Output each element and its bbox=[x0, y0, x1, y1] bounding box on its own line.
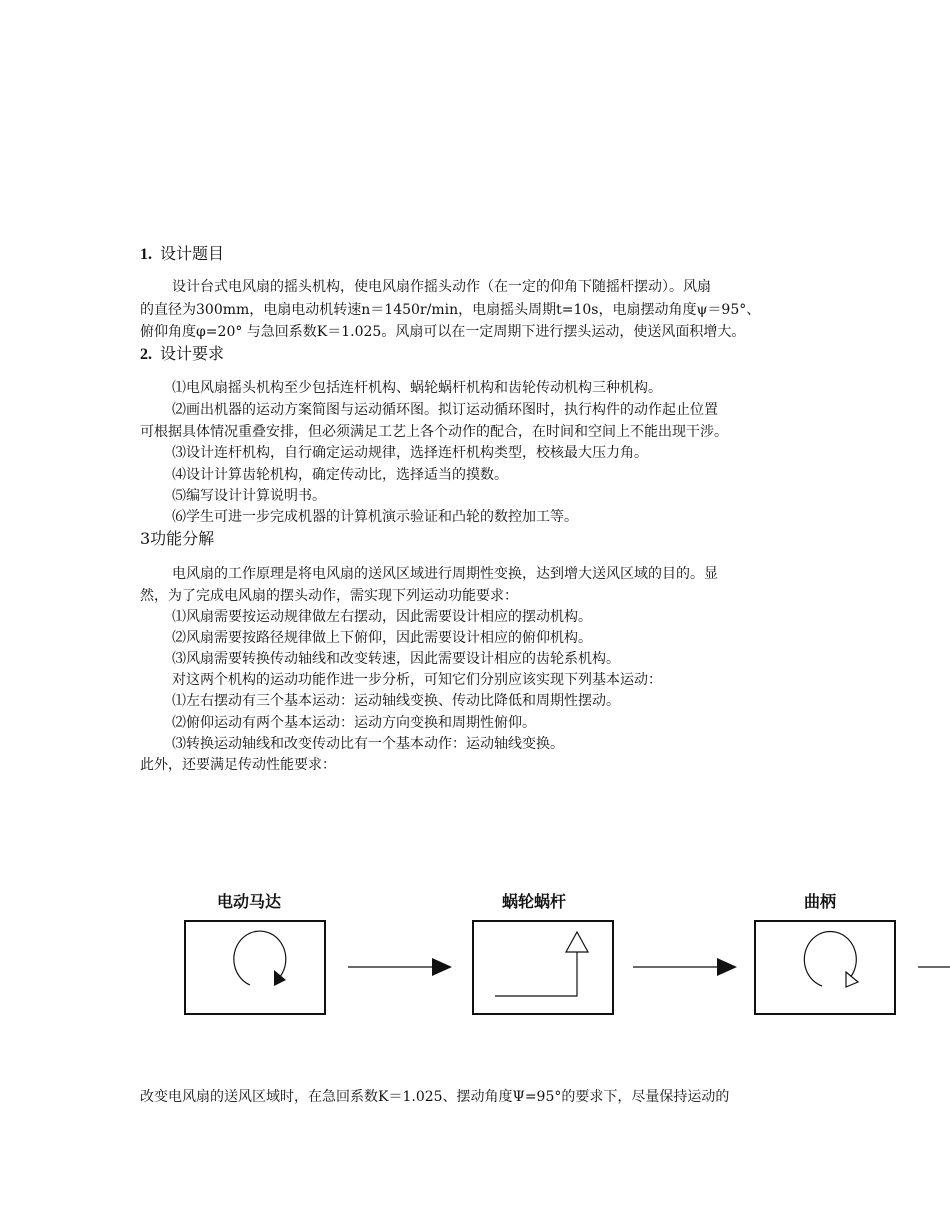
connector-arrow-icon bbox=[633, 958, 737, 976]
paragraph-line: 电风扇的工作原理是将电风扇的送风区域进行周期性变换，达到增大送风区域的目的。显 bbox=[172, 566, 718, 582]
diagram-label-worm-gear: 蜗轮蜗杆 bbox=[502, 892, 567, 911]
paragraph-line: ⑶转换运动轴线和改变传动比有一个基本动作：运动轴线变换。 bbox=[172, 736, 564, 752]
paragraph-line: 俯仰角度φ=20° 与急回系数K＝1.025。风扇可以在一定周期下进行摆头运动，使送风面积增大。 bbox=[140, 324, 746, 340]
right-angle-arrow-icon bbox=[495, 932, 588, 996]
paragraph-line: 对这两个机构的运动功能作进一步分析，可知它们分别应该实现下列基本运动： bbox=[172, 672, 662, 688]
paragraph-line: ⑴风扇需要按运动规律做左右摆动，因此需要设计相应的摆动机构。 bbox=[172, 609, 592, 625]
paragraph-line: ⑵风扇需要按路径规律做上下俯仰，因此需要设计相应的俯仰机构。 bbox=[172, 630, 592, 646]
connector-arrow-icon bbox=[348, 958, 452, 976]
list-item: ⑴电风扇摇头机构至少包括连杆机构、蜗轮蜗杆机构和齿轮传动机构三种机构。 bbox=[172, 380, 662, 396]
list-item: ⑶设计连杆机构，自行确定运动规律，选择连杆机构类型，校核最大压力角。 bbox=[172, 445, 648, 461]
list-item: ⑸编写设计计算说明书。 bbox=[172, 488, 326, 504]
list-item: 可根据具体情况重叠安排，但必须满足工艺上各个动作的配合，在时间和空间上不能出现干涉。 bbox=[140, 424, 728, 440]
list-item: ⑹学生可进一步完成机器的计算机演示验证和凸轮的数控加工等。 bbox=[172, 509, 578, 525]
rotation-arrow-icon bbox=[234, 931, 286, 986]
section-number: 1. bbox=[140, 246, 152, 263]
paragraph-line: 的直径为300mm，电扇电动机转速n＝1450r/min，电扇摇头周期t=10s，电扇摆动角度ψ＝95°、 bbox=[140, 302, 761, 318]
paragraph-line: ⑴左右摆动有三个基本运动：运动轴线变换、传动比降低和周期性摆动。 bbox=[172, 693, 620, 709]
paragraph-line: 此外，还要满足传动性能要求： bbox=[140, 757, 336, 773]
section-title: 设计要求 bbox=[160, 344, 225, 363]
diagram-label-crank: 曲柄 bbox=[804, 892, 837, 911]
paragraph-line: ⑵俯仰运动有两个基本运动：运动方向变换和周期性俯仰。 bbox=[172, 715, 536, 731]
rotation-arrow-outline-icon bbox=[804, 931, 858, 987]
section-title: 设计题目 bbox=[160, 244, 225, 263]
paragraph-line: 改变电风扇的送风区域时，在急回系数K＝1.025、摆动角度Ψ=95°的要求下，尽量保持运动的 bbox=[140, 1089, 730, 1105]
paragraph-line: 然，为了完成电风扇的摆头动作，需实现下列运动功能要求： bbox=[140, 588, 518, 604]
paragraph-line: 设计台式电风扇的摇头机构，使电风扇作摇头动作（在一定的仰角下随摇杆摆动）。风扇 bbox=[172, 279, 711, 295]
diagram-label-motor: 电动马达 bbox=[217, 892, 282, 911]
section-3-heading: 3功能分解 bbox=[140, 529, 215, 548]
list-item: ⑵画出机器的运动方案简图与运动循环图。拟订运动循环图时，执行构件的动作起止位置 bbox=[172, 402, 718, 418]
list-item: ⑷设计计算齿轮机构，确定传动比，选择适当的摸数。 bbox=[172, 467, 508, 483]
section-number: 2. bbox=[140, 346, 152, 363]
paragraph-line: ⑶风扇需要转换传动轴线和改变转速，因此需要设计相应的齿轮系机构。 bbox=[172, 651, 620, 667]
